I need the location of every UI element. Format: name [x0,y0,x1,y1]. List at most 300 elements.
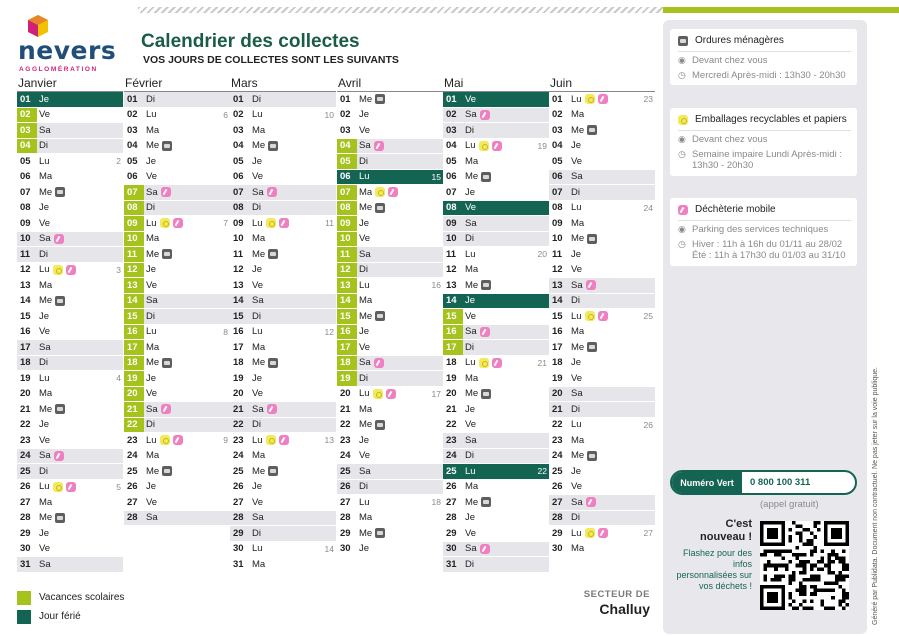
day-number: 06 [340,171,351,183]
card-emballages-title-text: Emballages recyclables et papiers [695,114,847,125]
month-name: Mars [230,77,336,92]
qr-module [813,546,817,550]
day-label: Sa [571,388,583,400]
day-number: 22 [233,419,244,431]
qr-module [842,596,846,600]
day-row [124,201,230,217]
decheterie-icon [492,141,502,151]
day-label: Lu [252,434,263,446]
day-number: 08 [124,201,144,216]
day-row [337,139,443,155]
ordures-bin-icon [375,420,385,430]
day-number: 02 [340,109,351,121]
day-number: 02 [17,108,37,123]
day-number: 21 [20,403,31,415]
day-label: Lu [252,109,263,121]
day-number: 02 [446,109,457,121]
day-number: 25 [552,465,563,477]
day-row [124,278,230,294]
decheterie-icon [161,187,171,197]
logo-subtitle: AGGLOMÉRATION [19,66,98,73]
qr-module [788,603,792,607]
day-label: Ve [465,527,477,539]
day-label: Di [146,419,155,431]
day-row [549,449,655,465]
legend [17,588,124,626]
day-row [17,139,123,155]
ordures-bin-icon [481,389,491,399]
card-decheterie-place-text: Parking des services techniques [692,224,829,235]
day-row [230,139,336,155]
day-label: Ve [571,481,583,493]
day-number: 02 [127,109,138,121]
day-label: Sa [146,186,158,198]
day-number: 07 [337,185,357,200]
qr-module [803,589,807,593]
qr-module [817,521,821,525]
day-row [443,201,549,217]
numero-vert[interactable] [670,470,857,495]
day-row [230,108,336,124]
qr-module [831,553,835,557]
week-number: 21 [537,357,547,368]
day-row [17,495,123,511]
day-row [549,170,655,186]
day-label: Di [39,140,48,152]
day-number: 29 [20,527,31,539]
day-label: Sa [39,233,51,245]
day-row [17,294,123,310]
qr-module [817,589,821,593]
day-number: 16 [124,325,144,340]
decheterie-icon [598,528,608,538]
divider [678,130,851,131]
day-label: Di [39,248,48,260]
day-row [337,232,443,248]
day-label: Ma [571,217,585,229]
qr-module [810,564,814,568]
day-number: 19 [20,372,31,384]
day-row [124,123,230,139]
day-row [17,232,123,248]
day-row [549,464,655,480]
numero-vert-label: Numéro Vert [672,472,742,493]
day-number: 13 [124,278,144,293]
day-label: Di [465,124,474,136]
decheterie-icon [386,389,396,399]
ordures-bin-icon [268,141,278,151]
day-row [443,449,549,465]
day-row [443,511,549,527]
qr-module [799,589,803,593]
day-row [443,340,549,356]
day-label: Lu [252,543,263,555]
qr-module [817,560,821,564]
qr-module [810,592,814,596]
qr-module [764,567,768,571]
day-number: 14 [446,295,457,307]
cest-nouveau [670,518,752,544]
day-row [337,340,443,356]
day-label: Ve [39,543,51,555]
qr-module [842,589,846,593]
day-label: Me [39,186,53,198]
day-row [549,387,655,403]
qr-module [835,574,839,578]
emballages-icon [585,311,595,321]
qr-module [803,542,807,546]
day-label: Je [39,419,50,431]
qr-module [788,578,792,582]
location-pin-icon: ◉ [678,55,686,65]
day-label: Ve [571,264,583,276]
qr-module [778,564,782,568]
qr-module [810,574,814,578]
day-number: 27 [552,496,563,508]
qr-module [788,592,792,596]
trash-bin-icon [678,36,688,46]
day-row [124,294,230,310]
day-row [337,511,443,527]
qr-module [788,535,792,539]
day-row [549,216,655,232]
day-label: Ma [146,233,160,245]
qr-module [810,549,814,553]
week-number: 6 [223,109,228,120]
qr-module [803,606,807,610]
day-label: Lu [571,419,582,431]
day-number: 06 [446,171,457,183]
numero-vert-number[interactable]: 0 800 100 311 [750,477,811,488]
day-row [549,371,655,387]
day-row [443,309,549,325]
day-row [17,325,123,341]
qr-module [835,582,839,586]
day-number: 19 [233,372,244,384]
day-row [443,247,549,263]
qr-module [796,606,800,610]
qr-module [781,557,785,561]
qr-module [799,560,803,564]
day-number: 16 [443,325,463,340]
day-number: 17 [443,340,463,355]
week-number: 26 [643,419,653,430]
day-label: Lu [359,171,370,183]
day-label: Lu [571,202,582,214]
day-label: Ve [571,372,583,384]
day-label: Sa [359,248,371,260]
day-row [443,542,549,558]
day-label: Sa [39,341,51,353]
qr-module [781,574,785,578]
week-number: 7 [223,218,228,229]
day-label: Je [571,357,582,369]
day-label: Ve [359,341,371,353]
day-number: 10 [20,233,31,245]
day-row [443,123,549,139]
month-name: Avril [337,77,443,92]
qr-module [796,553,800,557]
day-label: Lu [39,481,50,493]
emballages-icon [53,265,63,275]
qr-module [778,549,782,553]
day-number: 10 [337,232,357,247]
decheterie-icon [279,435,289,445]
day-number: 03 [340,124,351,136]
day-number: 24 [20,450,31,462]
day-number: 03 [127,124,138,136]
week-number: 27 [643,528,653,539]
day-row [17,263,123,279]
day-label: Je [359,434,370,446]
day-number: 15 [337,309,357,324]
qr-module [792,571,796,575]
emballages-icon [266,218,276,228]
day-number: 16 [20,326,31,338]
vertical-disclaimer: Généré par Publidata. Document non contractuel. Ne pas jeter sur la voie publique. [872,367,879,625]
day-number: 28 [20,512,31,524]
day-label: Lu [252,217,263,229]
day-row [337,123,443,139]
day-row [337,325,443,341]
day-label: Je [252,481,263,493]
qr-module [799,525,803,529]
day-number: 26 [20,481,31,493]
qr-module [796,525,800,529]
day-number: 28 [233,512,244,524]
card-emballages [670,108,857,176]
day-label: Di [359,264,368,276]
qr-module [806,606,810,610]
day-number: 28 [340,512,351,524]
qr-module [821,589,825,593]
day-label: Je [252,372,263,384]
week-number: 17 [431,388,441,399]
day-label: Ma [146,341,160,353]
qr-module [828,589,832,593]
qr-module [810,606,814,610]
day-number: 07 [552,186,563,198]
day-row [124,402,230,418]
day-number: 13 [552,279,563,291]
qr-code[interactable] [760,521,849,610]
qr-module [788,528,792,532]
day-number: 20 [20,388,31,400]
day-row [337,309,443,325]
day-label: Sa [252,295,264,307]
day-number: 19 [337,371,357,386]
cest-nouveau-line1: C'est [725,518,752,530]
decheterie-icon [586,497,596,507]
day-row [17,340,123,356]
day-label: Ma [571,326,585,338]
month-column [337,77,443,557]
day-label: Ma [465,481,479,493]
day-label: Je [359,326,370,338]
day-row [124,139,230,155]
day-row [549,92,655,108]
day-label: Lu [252,326,263,338]
day-number: 21 [233,403,244,415]
qr-module [813,564,817,568]
qr-module [842,564,846,568]
qr-module [767,528,778,539]
day-row [124,247,230,263]
qr-module [767,560,771,564]
qr-module [838,578,842,582]
day-row [17,170,123,186]
day-label: Ma [359,512,373,524]
decheterie-icon [54,234,64,244]
day-number: 31 [20,558,31,570]
qr-module [778,574,782,578]
day-label: Sa [571,496,583,508]
ordures-bin-icon [268,249,278,259]
qr-module [828,571,832,575]
decheterie-icon [173,218,183,228]
day-label: Ve [359,450,371,462]
ordures-bin-icon [587,234,597,244]
day-label: Ve [146,388,158,400]
day-label: Me [359,419,373,431]
day-label: Me [39,512,53,524]
day-number: 28 [127,512,138,524]
qr-module [838,557,842,561]
day-number: 18 [552,357,563,369]
qr-module [806,539,810,543]
day-label: Me [39,403,53,415]
day-row [337,278,443,294]
day-row [337,356,443,372]
day-row [124,340,230,356]
day-row [124,495,230,511]
day-row [17,123,123,139]
day-label: Sa [571,279,583,291]
day-row [17,418,123,434]
day-row [337,185,443,201]
qr-module [806,542,810,546]
week-number: 14 [324,543,334,554]
day-row [124,154,230,170]
day-label: Sa [571,171,583,183]
qr-module [796,557,800,561]
day-label: Ve [465,202,477,214]
day-row [230,511,336,527]
day-label: Lu [146,109,157,121]
qr-module [792,599,796,603]
card-ordures-place-text: Devant chez vous [692,55,768,66]
week-number: 4 [116,373,121,384]
week-number: 13 [324,435,334,446]
day-number: 01 [127,93,138,105]
day-label: Me [465,388,479,400]
qr-module [788,549,792,553]
qr-module [845,603,849,607]
day-row [230,371,336,387]
day-label: Sa [146,403,158,415]
day-label: Ve [39,109,51,121]
day-label: Sa [465,543,477,555]
appel-gratuit-note: (appel gratuit) [760,499,819,510]
day-label: Di [39,357,48,369]
decheterie-icon [480,110,490,120]
day-number: 23 [446,434,457,446]
day-row [337,294,443,310]
day-number: 08 [552,202,563,214]
qr-module [824,589,828,593]
qr-module [806,528,810,532]
day-row [124,433,230,449]
decheterie-icon [480,327,490,337]
day-label: Je [571,140,582,152]
day-label: Je [571,248,582,260]
month-column [549,77,655,557]
day-row [549,232,655,248]
day-number: 12 [233,264,244,276]
day-label: Di [571,295,580,307]
qr-module [792,574,796,578]
day-number: 13 [337,278,357,293]
qr-module [838,599,842,603]
day-number: 04 [127,140,138,152]
week-number: 20 [537,249,547,260]
day-row [443,185,549,201]
qr-module [810,599,814,603]
day-row [230,387,336,403]
day-row [443,108,549,124]
day-label: Lu [465,140,476,152]
day-number: 18 [233,357,244,369]
day-label: Sa [39,558,51,570]
qr-module [799,603,803,607]
day-label: Ma [39,279,53,291]
qr-module [842,606,846,610]
day-row [230,433,336,449]
day-label: Ma [359,186,373,198]
day-number: 23 [233,434,244,446]
qr-module [764,574,768,578]
week-number: 8 [223,326,228,337]
day-number: 08 [337,201,357,216]
day-label: Me [465,496,479,508]
day-number: 26 [446,481,457,493]
day-label: Ma [465,372,479,384]
emballages-icon [479,358,489,368]
day-number: 06 [233,171,244,183]
day-row [549,511,655,527]
day-label: Di [146,310,155,322]
day-number: 20 [340,388,351,400]
day-row [17,92,123,108]
day-number: 27 [446,496,457,508]
day-row [17,449,123,465]
day-number: 21 [340,403,351,415]
day-number: 11 [124,247,144,262]
day-row [124,387,230,403]
day-row [549,185,655,201]
day-row [124,449,230,465]
day-label: Di [465,558,474,570]
day-label: Ma [252,233,266,245]
card-ordures [670,29,857,85]
emballages-icon [479,141,489,151]
qr-module [806,578,810,582]
logo-word: nevers [18,36,117,65]
day-row [17,108,123,124]
day-row [337,418,443,434]
day-label: Ve [39,434,51,446]
day-label: Sa [465,217,477,229]
